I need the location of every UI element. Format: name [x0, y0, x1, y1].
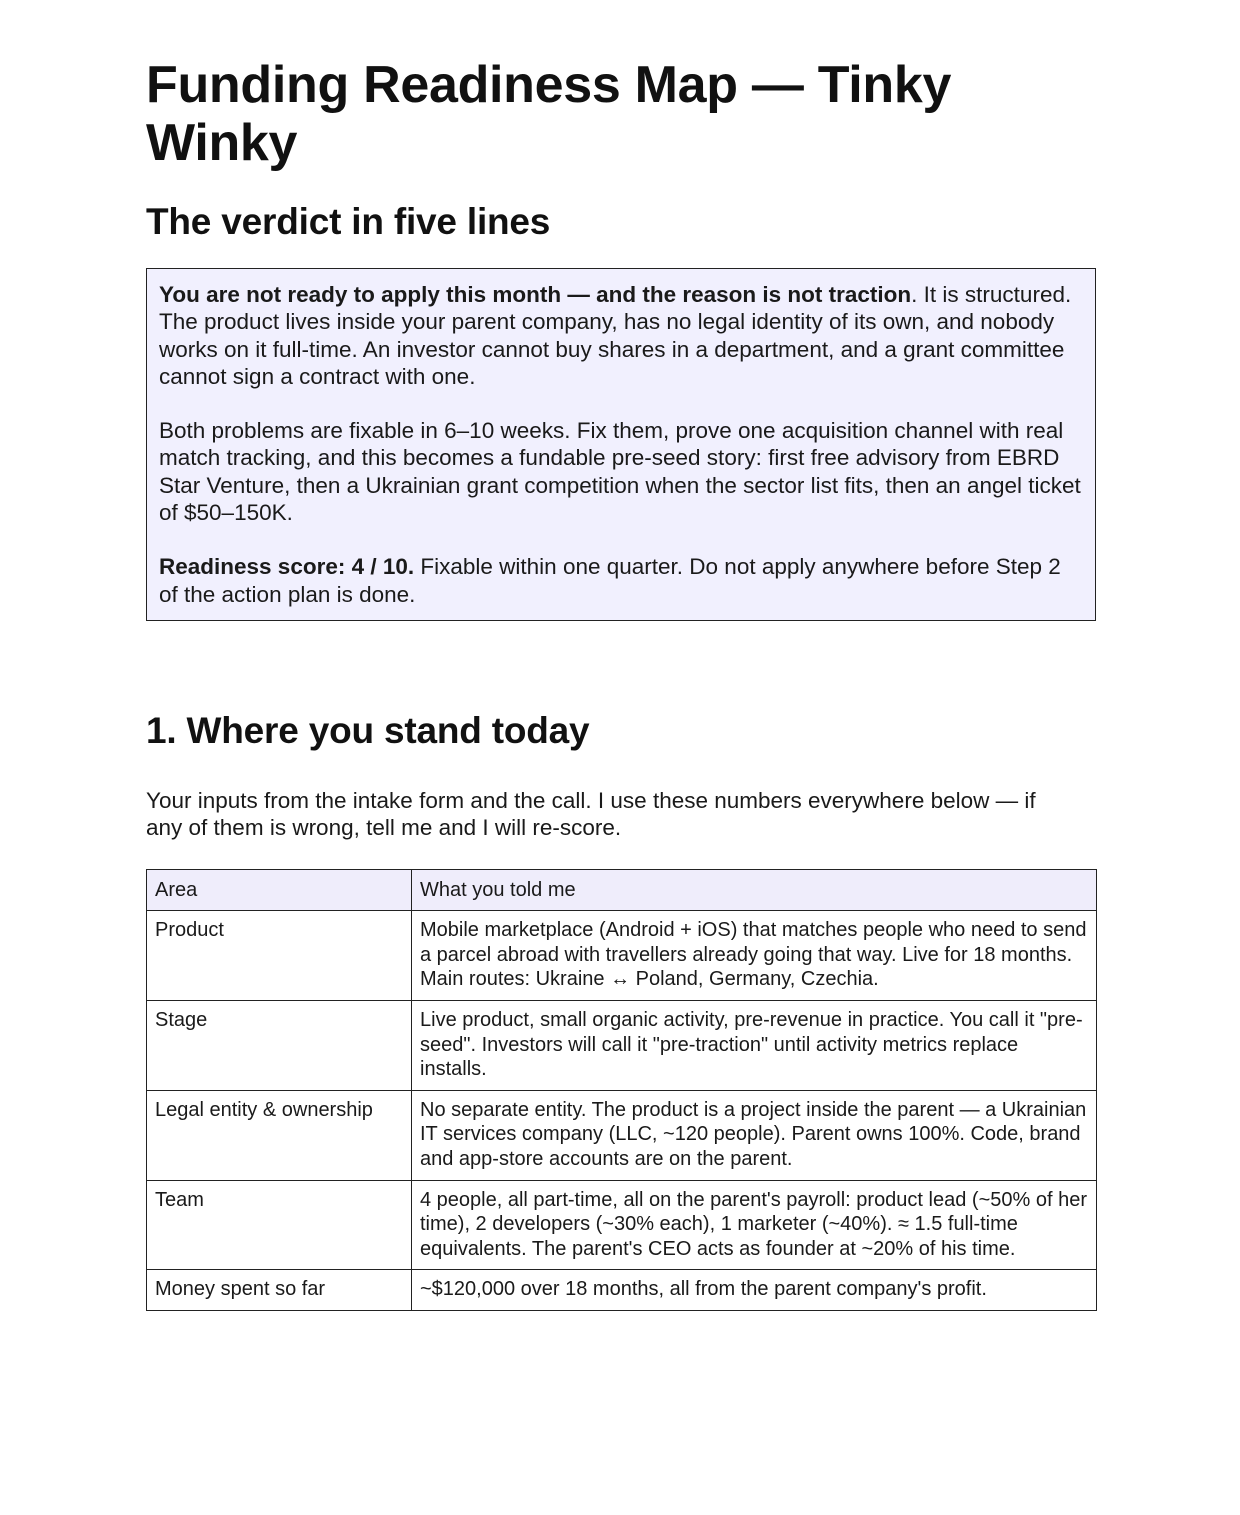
section-1-intro: Your inputs from the intake form and the call. I use these numbers everywhere below — if any of them is wrong, tell me and I will re-score. — [146, 787, 1036, 841]
cell-area: Stage — [147, 1000, 412, 1090]
table-row — [147, 1000, 1097, 1090]
readiness-score-note: Fixable within one quarter. Do not apply anywhere before Step 2 of the action plan is done. — [159, 554, 1061, 607]
verdict-lead-rest: . It is structured. The product lives inside your parent company, has no legal identity of its own, and nobody works on it full-time. An investor cannot buy shares in a department, and a grant committee cannot sign a contract with one. — [159, 282, 1072, 389]
column-header-area: Area — [147, 869, 412, 911]
section-1-heading: 1. Where you stand today — [146, 709, 590, 751]
table-row — [147, 1090, 1097, 1180]
cell-detail: Live product, small organic activity, pre-revenue in practice. You call it "pre-seed". Investors will call it "pre-traction" until activity metrics replace installs. — [412, 1000, 1097, 1090]
cell-detail: No separate entity. The product is a project inside the parent — a Ukrainian IT services company (LLC, ~120 people). Parent owns 100%. Code, brand and app-store accounts are on the parent. — [412, 1090, 1097, 1180]
table-row — [147, 1270, 1097, 1311]
cell-detail: Mobile marketplace (Android + iOS) that matches people who need to send a parcel abroad with travellers already going that way. Live for 18 months. Main routes: Ukraine ↔ Poland, Germany, Czechia. — [412, 911, 1097, 1001]
document-content — [146, 56, 1096, 1311]
inputs-table — [146, 869, 1097, 1311]
verdict-lead-bold: You are not ready to apply this month — and the reason is not traction — [159, 282, 912, 307]
readiness-score: Readiness score: 4 / 10. — [159, 554, 415, 580]
cell-area: Team — [147, 1180, 412, 1270]
cell-detail: 4 people, all part-time, all on the parent's payroll: product lead (~50% of her time), 2 developers (~30% each), 1 marketer (~40%). ≈ 1.5 full-time equivalents. The parent's CEO acts as founder at ~20% of his time. — [412, 1180, 1097, 1270]
verdict-paragraph-3 — [159, 553, 1081, 608]
verdict-heading: The verdict in five lines — [146, 201, 551, 242]
cell-area: Product — [147, 911, 412, 1001]
cell-area: Legal entity & ownership — [147, 1090, 412, 1180]
table-header-row — [147, 869, 1097, 911]
verdict-paragraph-2: Both problems are fixable in 6–10 weeks. Fix them, prove one acquisition channel with real match tracking, and this becomes a fundable pre-seed story: first free advisory from EBRD Star Venture, then a Ukrainian grant competition when the sector list fits, then an angel ticket of $50–150K. — [159, 418, 1081, 526]
document-title: Funding Readiness Map — Tinky Winky — [146, 56, 952, 172]
verdict-paragraph-1 — [159, 281, 1081, 390]
verdict-callout — [146, 268, 1096, 621]
column-header-detail: What you told me — [412, 869, 1097, 911]
table-row — [147, 1180, 1097, 1270]
cell-area: Money spent so far — [147, 1270, 412, 1311]
table-row — [147, 911, 1097, 1001]
cell-detail: ~$120,000 over 18 months, all from the parent company's profit. — [412, 1270, 1097, 1311]
